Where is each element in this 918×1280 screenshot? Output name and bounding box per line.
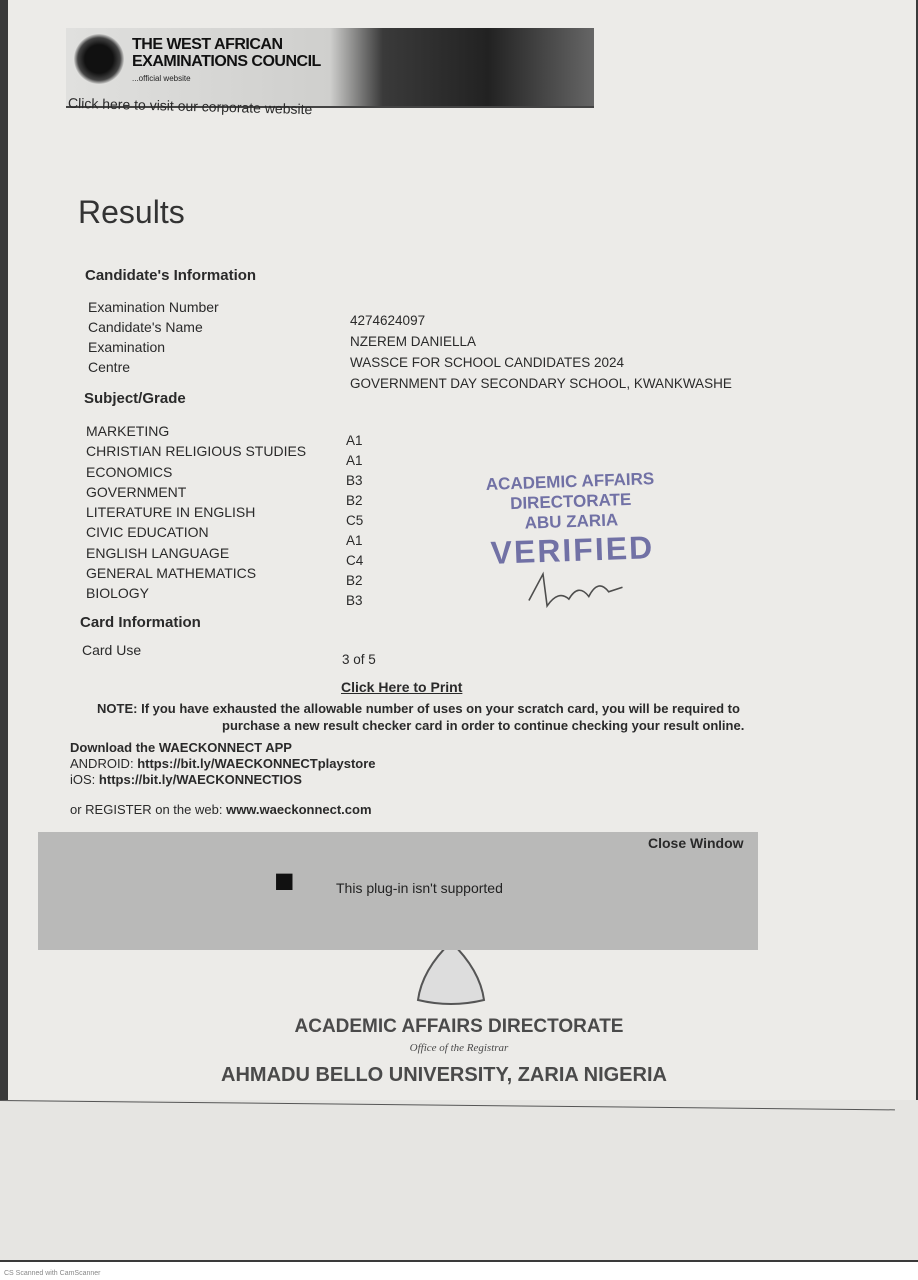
footer-university: AHMADU BELLO UNIVERSITY, ZARIA NIGERIA	[221, 1064, 667, 1086]
app-info: Download the WAECKONNECT APP ANDROID: https://bit.ly/WAECKONNECTplaystore iOS: https://bit.ly/WAECKONNECTIOS or REGISTER on the web: www.waeckonnect.com	[70, 740, 376, 817]
footer-office: Office of the Registrar	[409, 1042, 509, 1054]
grade-list: A1 A1 B3 B2 C5 A1 C4 B2 B3	[346, 433, 364, 608]
signature-icon	[518, 567, 629, 615]
print-link[interactable]: Click Here to Print	[341, 679, 463, 695]
logo-tagline: ...official website	[132, 74, 191, 83]
footer-directorate: ACADEMIC AFFAIRS DIRECTORATE	[294, 1016, 624, 1037]
waec-logo-icon	[74, 34, 124, 84]
candidate-labels: Examination Number Candidate's Name Examination Centre	[88, 299, 219, 375]
android-link[interactable]: https://bit.ly/WAECKONNECTplaystore	[137, 756, 376, 771]
scanner-strip	[0, 1262, 918, 1280]
close-window-button[interactable]: Close Window	[648, 835, 744, 851]
card-heading: Card Information	[80, 614, 201, 631]
plugin-message: This plug-in isn't supported	[336, 880, 503, 896]
register-link[interactable]: www.waeckonnect.com	[226, 802, 372, 817]
subject-list: MARKETING CHRISTIAN RELIGIOUS STUDIES ECONOMICS GOVERNMENT LITERATURE IN ENGLISH CIVIC EDUCATION ENGLISH LANGUAGE GENERAL MATHEMATICS BIOLOGY	[86, 423, 307, 602]
corporate-website-link[interactable]: Click here to visit our corporate website	[67, 94, 313, 118]
candidate-heading: Candidate's Information	[85, 267, 257, 284]
candidate-values: 4274624097 NZEREM DANIELLA WASSCE FOR SCHOOL CANDIDATES 2024 GOVERNMENT DAY SECONDARY SCHOOL, KWANKWASHE	[350, 313, 732, 391]
card-use-label: Card Use	[82, 642, 142, 658]
ios-link[interactable]: https://bit.ly/WAECKONNECTIOS	[98, 772, 302, 787]
grades-heading: Subject/Grade	[84, 390, 186, 407]
puzzle-icon: ■	[274, 862, 295, 900]
note-text: NOTE: If you have exhausted the allowable number of uses on your scratch card, you will be required to purchase a new result checker card in order to continue checking your result online.	[97, 701, 745, 733]
scanner-watermark: CS Scanned with CamScanner	[4, 1270, 101, 1277]
card-use-value: 3 of 5	[342, 652, 376, 667]
page-title: Results	[78, 194, 185, 230]
document-lower	[0, 1100, 918, 1260]
logo-text: THE WEST AFRICAN EXAMINATIONS COUNCIL	[132, 36, 321, 70]
verified-stamp: ACADEMIC AFFAIRS DIRECTORATE ABU ZARIA VERIFIED	[486, 469, 659, 621]
